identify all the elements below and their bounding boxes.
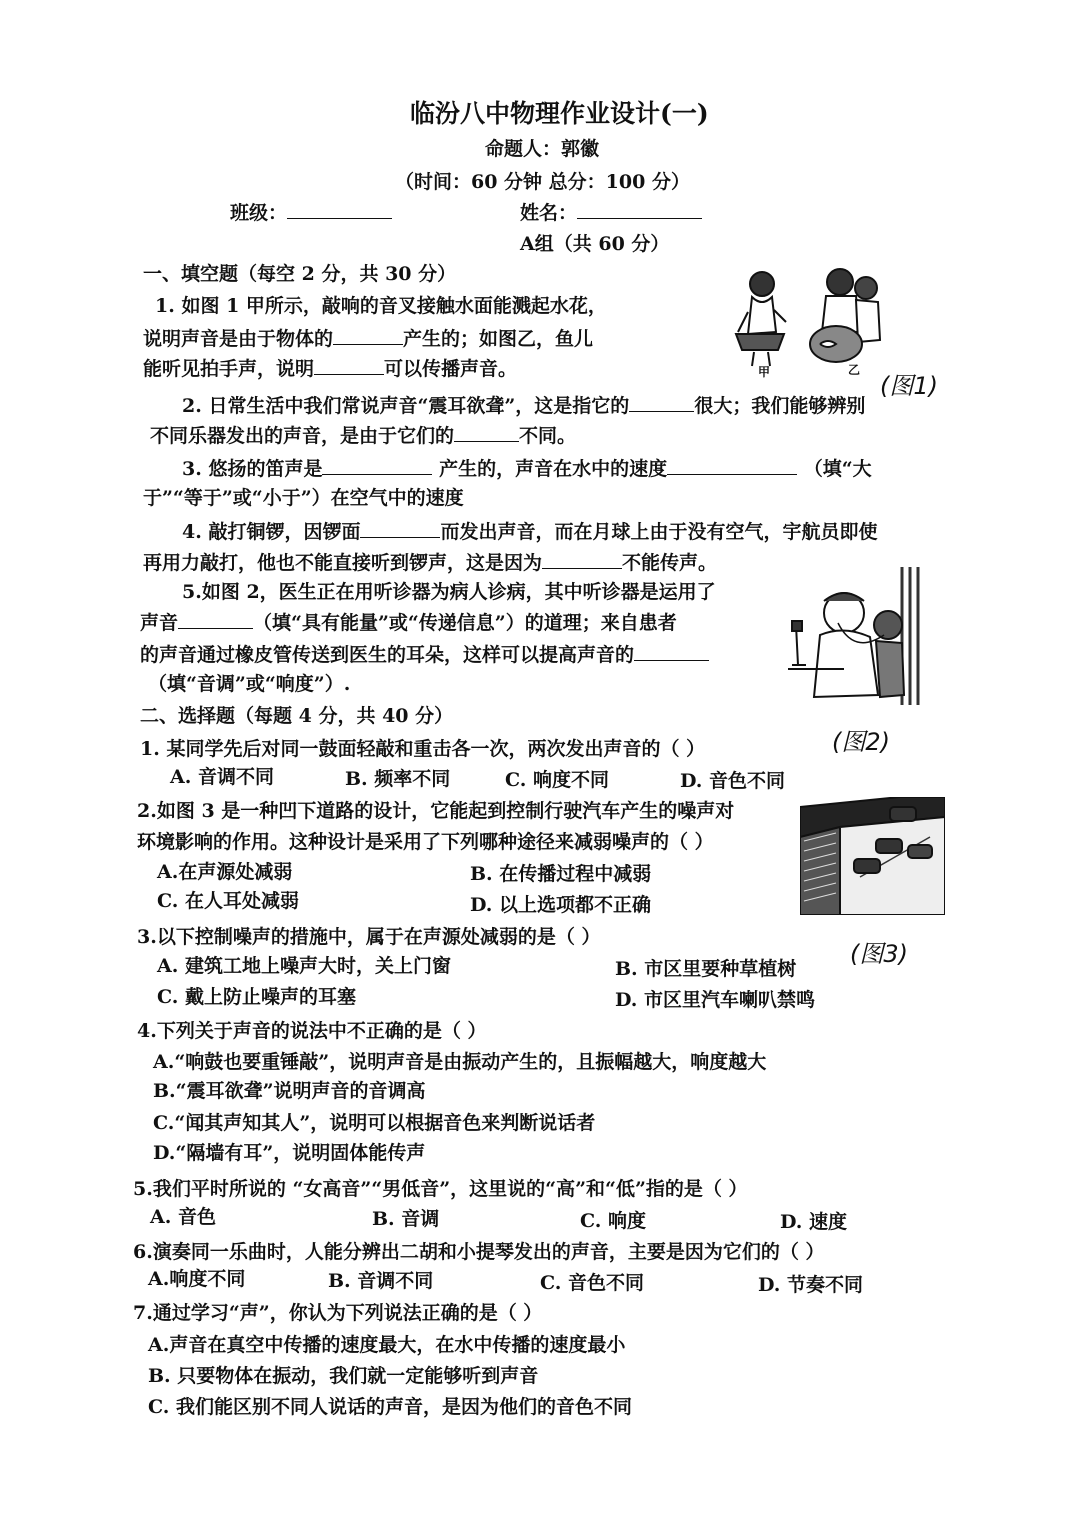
s2-q2-line2: 环境影响的作用。这种设计是采用了下列哪种途径来减弱噪声的（ ）: [137, 831, 714, 853]
s2-q1-opt-c[interactable]: C. 响度不同: [505, 769, 610, 791]
s1-q5-line1: 5.如图 2，医生正在用听诊器为病人诊病，其中听诊器是运用了: [182, 581, 716, 603]
s2-q1-stem: 1. 某同学先后对同一鼓面轻敲和重击各一次，两次发出声音的（ ）: [140, 738, 706, 760]
name-field[interactable]: [520, 200, 702, 225]
s2-q7-opt-c[interactable]: C. 我们能区别不同人说话的声音，是因为他们的音色不同: [148, 1396, 633, 1418]
s2-q4-opt-d[interactable]: D.“隔墙有耳”，说明固体能传声: [153, 1142, 426, 1164]
s1-q2-blank2[interactable]: [454, 423, 519, 442]
s2-q5-opt-b[interactable]: B. 音调: [372, 1208, 440, 1230]
s2-q3-opt-d[interactable]: D. 市区里汽车喇叭禁鸣: [615, 989, 816, 1011]
figure-1-label: (图1): [880, 372, 938, 400]
s2-q5-opt-a[interactable]: A. 音色: [150, 1206, 216, 1228]
s1-q3-line1: 3. 悠扬的笛声是 产生的，声音在水中的速度 （填“大: [182, 458, 872, 480]
s2-q6-opt-a[interactable]: A.响度不同: [148, 1268, 246, 1290]
s2-q2-line1: 2.如图 3 是一种凹下道路的设计，它能起到控制行驶汽车产生的噪声对: [137, 800, 735, 822]
s1-q1-blank1[interactable]: [333, 326, 403, 345]
s2-q7-opt-b[interactable]: B. 只要物体在振动，我们就一定能够听到声音: [148, 1365, 539, 1387]
s2-q1-opt-b[interactable]: B. 频率不同: [345, 768, 451, 790]
s1-q5-blank1[interactable]: [178, 610, 253, 629]
name-blank[interactable]: [577, 200, 702, 219]
s1-q5-line3: 的声音通过橡皮管传送到医生的耳朵，这样可以提高声音的: [140, 642, 709, 667]
s1-q1-line2: 说明声音是由于物体的 产生的；如图乙，鱼儿: [143, 328, 594, 350]
figure-3-label: (图3): [850, 940, 908, 968]
figure-2-illustration: [784, 565, 924, 713]
s1-q4-blank1[interactable]: [360, 519, 440, 538]
s2-q5-opt-c[interactable]: C. 响度: [580, 1210, 647, 1232]
s1-q4-blank2[interactable]: [542, 550, 622, 569]
s1-q2-line2: 不同乐器发出的声音，是由于它们的 不同。: [150, 425, 577, 447]
s2-q1-opt-d[interactable]: D. 音色不同: [680, 770, 786, 792]
s2-q2-opt-a[interactable]: A.在声源处减弱: [157, 861, 293, 883]
s2-q3-opt-b[interactable]: B. 市区里要种草植树: [615, 958, 797, 980]
s1-q5-blank2[interactable]: [634, 642, 709, 661]
figure-1-sub-a: 甲: [758, 365, 771, 379]
s2-q4-opt-a[interactable]: A.“响鼓也要重锤敲”，说明声音是由振动产生的，且振幅越大，响度越大: [153, 1051, 767, 1073]
s1-q3-blank2[interactable]: [667, 456, 797, 475]
s1-q4-line1: 4. 敲打铜锣，因锣面 而发出声音，而在月球上由于没有空气，宇航员即使: [182, 521, 878, 543]
section1-heading: 一、填空题（每空 2 分，共 30 分）: [143, 263, 457, 285]
section2-heading: 二、选择题（每题 4 分，共 40 分）: [140, 705, 454, 727]
s1-q1-line1: 1. 如图 1 甲所示，敲响的音叉接触水面能溅起水花，: [155, 295, 607, 317]
s2-q4-opt-c[interactable]: C.“闻其声知其人”，说明可以根据音色来判断说话者: [153, 1112, 596, 1134]
s2-q2-opt-b[interactable]: B. 在传播过程中减弱: [470, 863, 652, 885]
s2-q3-opt-c[interactable]: C. 戴上防止噪声的耳塞: [157, 986, 357, 1008]
class-field[interactable]: [230, 200, 392, 225]
s2-q6-opt-c[interactable]: C. 音色不同: [540, 1272, 645, 1294]
s1-q3-line2: 于”“等于”或“小于”）在空气中的速度: [143, 487, 464, 509]
s2-q5-stem: 5.我们平时所说的 “女高音”“男低音”，这里说的“高”和“低”指的是（ ）: [133, 1178, 748, 1200]
s1-q3-blank1[interactable]: [322, 456, 432, 475]
figure-1-illustration: [728, 262, 888, 377]
s1-q2-line1: 2. 日常生活中我们常说声音“震耳欲聋”，这是指它的 很大；我们能够辨别: [182, 395, 866, 417]
class-label: 班级：: [230, 202, 288, 224]
s2-q3-stem: 3.以下控制噪声的措施中，属于在声源处减弱的是（ ）: [137, 926, 601, 948]
s1-q2-blank1[interactable]: [629, 393, 694, 412]
s2-q5-opt-d[interactable]: D. 速度: [780, 1211, 848, 1233]
figure-1-sub-b: 乙: [848, 363, 861, 377]
s2-q6-stem: 6.演奏同一乐曲时，人能分辨出二胡和小提琴发出的声音，主要是因为它们的（ ）: [133, 1241, 825, 1263]
s1-q5-line2: 声音 （填“具有能量”或“传递信息”）的道理；来自患者: [140, 612, 677, 634]
time-score-line: （时间：60 分钟 总分：100 分）: [395, 171, 690, 193]
s2-q1-opt-a[interactable]: A. 音调不同: [170, 766, 274, 788]
figure-3-illustration: [800, 797, 945, 915]
s2-q6-opt-b[interactable]: B. 音调不同: [328, 1270, 434, 1292]
s2-q2-opt-d[interactable]: D. 以上选项都不正确: [470, 894, 652, 916]
s2-q4-stem: 4.下列关于声音的说法中不正确的是（ ）: [137, 1020, 487, 1042]
s2-q7-stem: 7.通过学习“声”，你认为下列说法正确的是（ ）: [133, 1302, 543, 1324]
name-label: 姓名：: [520, 202, 578, 224]
s2-q6-opt-d[interactable]: D. 节奏不同: [758, 1274, 864, 1296]
author-line: 命题人：郭徽: [485, 138, 600, 160]
group-heading: A组（共 60 分）: [520, 233, 670, 255]
s1-q1-blank2[interactable]: [314, 356, 384, 375]
s2-q3-opt-a[interactable]: A. 建筑工地上噪声大时，关上门窗: [157, 955, 451, 977]
class-blank[interactable]: [287, 200, 392, 219]
s1-q5-line4: （填“音调”或“响度”）.: [148, 673, 351, 695]
figure-2-label: (图2): [832, 728, 890, 756]
s1-q4-line2: 再用力敲打，他也不能直接听到锣声，这是因为 不能传声。: [143, 552, 718, 574]
s2-q4-opt-b[interactable]: B.“震耳欲聋”说明声音的音调高: [153, 1080, 426, 1102]
s2-q7-opt-a[interactable]: A.声音在真空中传播的速度最大，在水中传播的速度最小: [148, 1334, 626, 1356]
s2-q2-opt-c[interactable]: C. 在人耳处减弱: [157, 890, 300, 912]
page-title: 临汾八中物理作业设计(一): [410, 99, 709, 128]
s1-q1-line3: 能听见拍手声，说明 可以传播声音。: [143, 358, 518, 380]
